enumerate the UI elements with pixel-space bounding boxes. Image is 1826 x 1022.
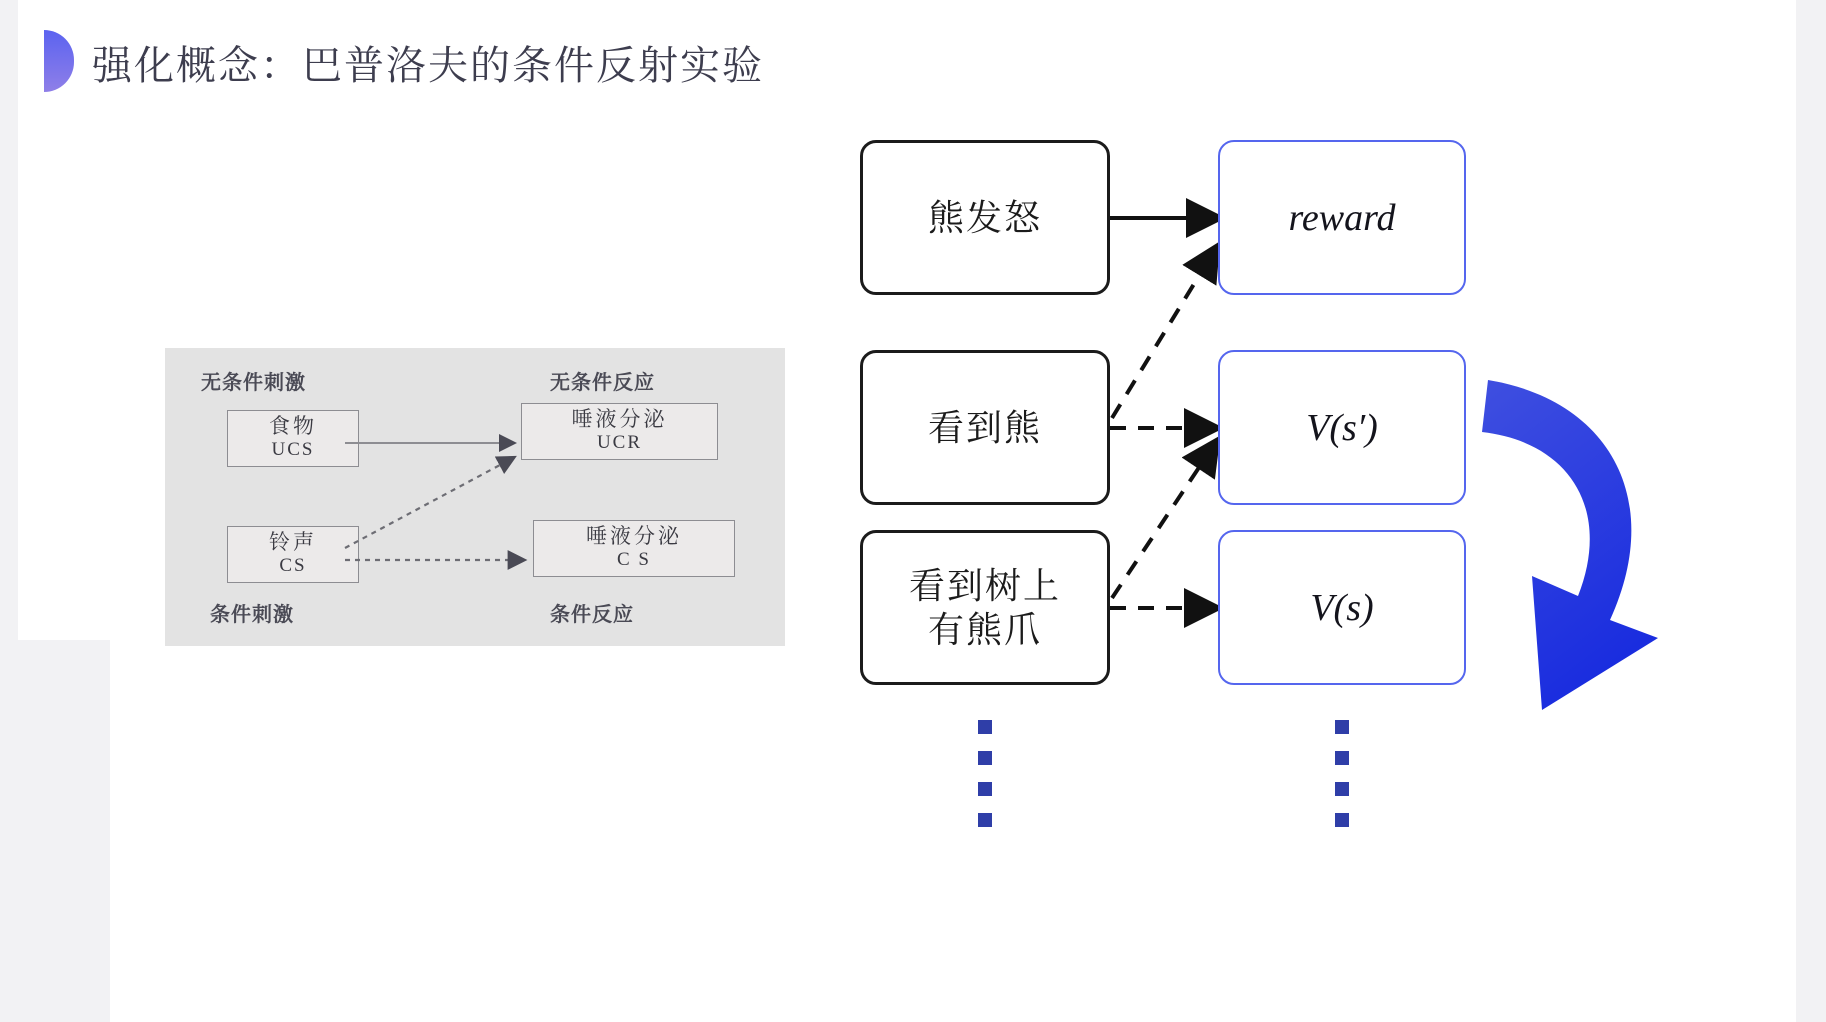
pavlov-box-bell-en: CS (279, 555, 307, 577)
pavlov-box-saliva-cr-en: C S (617, 549, 651, 571)
pavlov-box-bell-cn: 铃声 (269, 531, 317, 554)
node-see-bear[interactable]: 看到熊 (860, 350, 1110, 505)
node-value-s-prime[interactable]: V(s′) (1218, 350, 1466, 505)
pavlov-box-food-en: UCS (271, 439, 315, 461)
page-edge-block-left (0, 640, 110, 1022)
rl-diagram (860, 120, 1780, 920)
node-bear-angry[interactable]: 熊发怒 (860, 140, 1110, 295)
pavlov-label-cr: 条件反应 (550, 604, 634, 626)
pavlov-label-ucs: 无条件刺激 (201, 372, 306, 394)
pavlov-label-ucr: 无条件反应 (550, 372, 655, 394)
pavlov-arrows (165, 348, 785, 646)
page-title: 强化概念：巴普洛夫的条件反射实验 (92, 44, 764, 88)
pavlov-box-food-cn: 食物 (269, 415, 317, 438)
curved-loop-arrow (1460, 370, 1680, 760)
pavlov-figure (165, 348, 785, 646)
page-edge-block-right (1796, 0, 1826, 1022)
node-reward[interactable]: reward (1218, 140, 1466, 295)
node-see-claw[interactable] (860, 530, 1110, 685)
node-value-s[interactable]: V(s) (1218, 530, 1466, 685)
node-see-claw-line2: 有熊爪 (927, 608, 1042, 650)
pavlov-box-saliva-ucr-en: UCR (596, 432, 643, 454)
ellipsis-right (1335, 720, 1349, 827)
title-bullet-icon (44, 30, 74, 92)
ellipsis-left (978, 720, 992, 827)
pavlov-label-cs: 条件刺激 (210, 604, 294, 626)
node-see-claw-line1: 看到树上 (908, 564, 1061, 606)
pavlov-box-saliva-ucr-cn: 唾液分泌 (571, 408, 668, 431)
pavlov-box-saliva-cr-cn: 唾液分泌 (586, 525, 682, 548)
